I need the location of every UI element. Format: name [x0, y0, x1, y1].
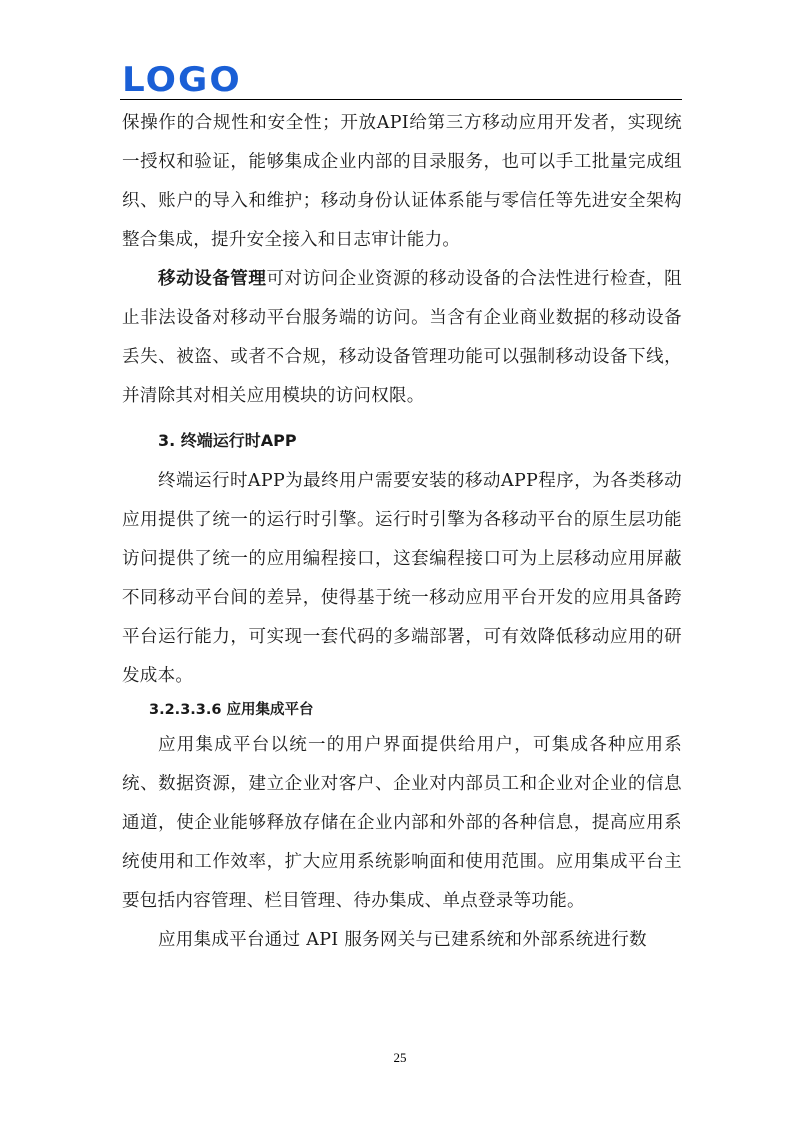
logo: LOGO [122, 60, 242, 100]
paragraph-mdm-text: 可对访问企业资源的移动设备的合法性进行检查，阻止非法设备对移动平台服务端的访问。当含有企业商业数据的移动设备丢失、被盗、或者不合规，移动设备管理功能可以强制移动设备下线，并清除其对相关应用模块的访问权限。 [122, 269, 682, 406]
paragraph-security-continued: 保操作的合规性和安全性；开放API给第三方移动应用开发者，实现统一授权和验证，能够集成企业内部的目录服务，也可以手工批量完成组织、账户的导入和维护；移动身份认证体系能与零信任等先进安全架构整合集成，提升安全接入和日志审计能力。 [122, 113, 682, 250]
header-divider [120, 99, 682, 100]
section-heading-app-integration-platform: 3.2.3.3.6 应用集成平台 [149, 702, 314, 718]
section-heading-terminal-runtime-app: 3. 终端运行时APP [158, 431, 297, 450]
document-body [122, 104, 682, 960]
term-mobile-device-management: 移动设备管理 [158, 269, 267, 289]
paragraph-api-gateway: 应用集成平台通过 API 服务网关与已建系统和外部系统进行数 [158, 930, 647, 950]
page-number: 25 [393, 1050, 407, 1065]
paragraph-app-integration-platform: 应用集成平台以统一的用户界面提供给用户，可集成各种应用系统、数据资源，建立企业对客户、企业对内部员工和企业对企业的信息通道，使企业能够释放存储在企业内部和外部的各种信息，提高应用系统使用和工作效率，扩大应用系统影响面和使用范围。应用集成平台主要包括内容管理、栏目管理、待办集成、单点登录等功能。 [122, 735, 682, 911]
paragraph-terminal-runtime-app: 终端运行时APP为最终用户需要安装的移动APP程序，为各类移动应用提供了统一的运行时引擎。运行时引擎为各移动平台的原生层功能访问提供了统一的应用编程接口，这套编程接口可为上层移动应用屏蔽不同移动平台间的差异，使得基于统一移动应用平台开发的应用具备跨平台运行能力，可实现一套代码的多端部署，可有效降低移动应用的研发成本。 [122, 471, 682, 686]
paragraph-mobile-device-management [122, 260, 682, 416]
